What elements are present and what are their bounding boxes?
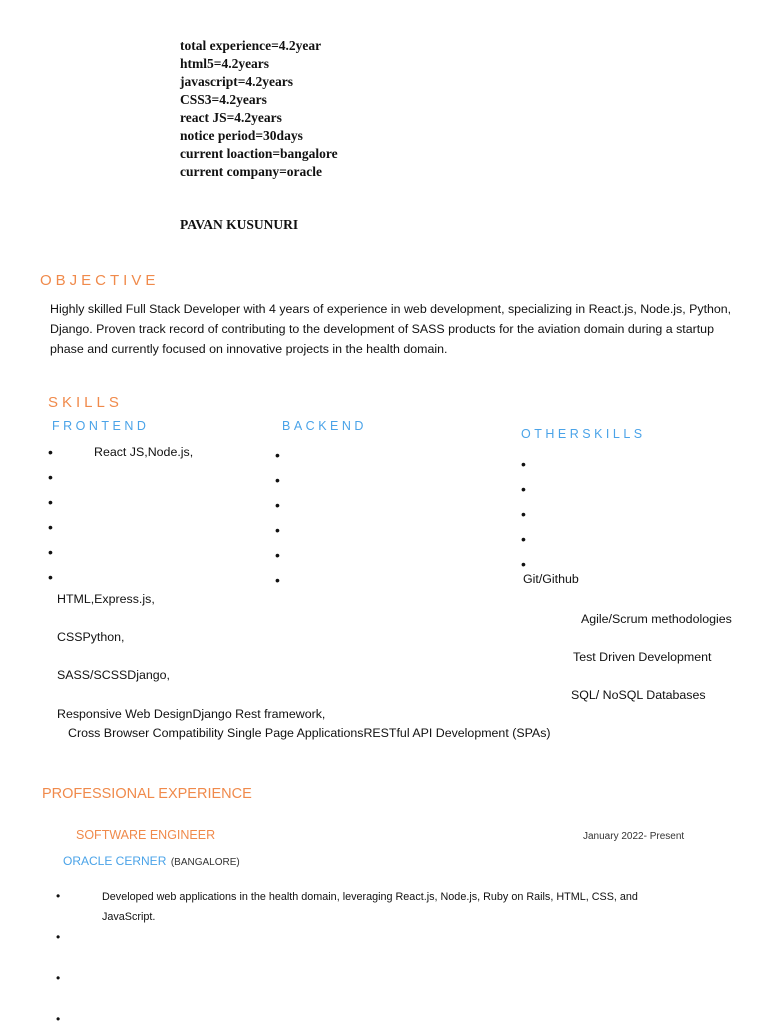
skills-heading: SKILLS <box>48 394 123 411</box>
otherskills-heading: OTHERSKILLS <box>521 427 646 441</box>
bullet-icon: • <box>521 506 526 522</box>
bullet-icon: • <box>275 472 280 488</box>
summary-line: notice period=30days <box>180 128 303 143</box>
bullet-icon: • <box>521 556 526 572</box>
objective-heading: OBJECTIVE <box>40 272 160 289</box>
skill-line: Responsive Web DesignDjango Rest framework, <box>57 707 326 721</box>
frontend-heading: FRONTEND <box>52 419 150 433</box>
summary-line: html5=4.2years <box>180 56 270 71</box>
bullet-icon: • <box>48 444 53 460</box>
otherskill-line: SQL/ NoSQL Databases <box>571 688 706 702</box>
job-dates: January 2022- Present <box>583 831 685 842</box>
bullet-icon: • <box>56 889 61 903</box>
company-location: (BANGALORE) <box>170 857 240 868</box>
otherskill-line: Test Driven Development <box>573 650 712 664</box>
bullet-icon: • <box>48 469 53 485</box>
bullet-icon: • <box>275 572 280 588</box>
otherskill-line: Agile/Scrum methodologies <box>581 612 732 626</box>
bullet-icon: • <box>275 522 280 538</box>
skill-line: Cross Browser Compatibility Single Page ApplicationsRESTful API Development (SPAs) <box>68 726 551 740</box>
bullet-icon: • <box>275 497 280 513</box>
skill-line: HTML,Express.js, <box>57 592 155 606</box>
experience-heading: PROFESSIONAL EXPERIENCE <box>42 786 252 802</box>
summary-line: CSS3=4.2years <box>180 92 267 107</box>
bullet-icon: • <box>48 544 53 560</box>
bullet-icon: • <box>521 456 526 472</box>
bullet-icon: • <box>521 531 526 547</box>
bullet-icon: • <box>56 1012 61 1026</box>
bullet-icon: • <box>48 569 53 585</box>
summary-line: react JS=4.2years <box>180 110 282 125</box>
company-block <box>63 852 240 870</box>
company-name: ORACLE CERNER <box>63 854 167 868</box>
bullet-icon: • <box>48 494 53 510</box>
skill-line: CSSPython, <box>57 630 125 644</box>
summary-block <box>180 37 338 181</box>
bullet-icon: • <box>521 481 526 497</box>
candidate-name: PAVAN KUSUNURI <box>180 217 299 232</box>
summary-line: current company=oracle <box>180 164 323 179</box>
bullet-icon: • <box>48 519 53 535</box>
otherskill-item: Git/Github <box>523 572 579 586</box>
experience-bullet: Developed web applications in the health domain, leveraging React.js, Node.js, Ruby on Rails, HTML, CSS, and JavaScript. <box>102 891 638 923</box>
frontend-skill-item: React JS,Node.js, <box>94 445 194 459</box>
bullet-icon: • <box>56 930 61 944</box>
job-title: SOFTWARE ENGINEER <box>76 828 216 842</box>
objective-text: Highly skilled Full Stack Developer with 4 years of experience in web development, specializing in React.js, Node.js, Python, Django. Proven track record of contributing to the development of SASS products for the aviation domain during a startup phase and currently focused on innovative projects in the health domain. <box>50 302 732 356</box>
bullet-icon: • <box>275 547 280 563</box>
summary-line: total experience=4.2year <box>180 38 322 53</box>
backend-heading: BACKEND <box>282 419 367 433</box>
bullet-icon: • <box>275 447 280 463</box>
bullet-icon: • <box>56 971 61 985</box>
summary-line: javascript=4.2years <box>180 74 294 89</box>
skill-line: SASS/SCSSDjango, <box>57 668 170 682</box>
summary-line: current loaction=bangalore <box>180 146 338 161</box>
